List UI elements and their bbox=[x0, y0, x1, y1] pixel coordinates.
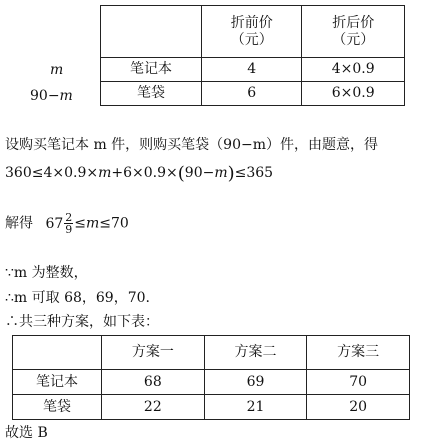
plan-table-row bbox=[13, 370, 410, 395]
inequality-right: ≤365 bbox=[234, 165, 274, 181]
plan-table-row-label: 笔袋 bbox=[13, 395, 102, 420]
fraction-numerator: 2 bbox=[65, 211, 73, 224]
solution-line bbox=[5, 212, 129, 235]
solution-upper: ≤70 bbox=[99, 215, 129, 232]
price-table-corner bbox=[101, 6, 202, 58]
plan-table-cell: 69 bbox=[204, 370, 307, 395]
solution-fraction bbox=[64, 212, 73, 235]
plan-table-cell: 22 bbox=[102, 395, 205, 420]
plan-table-header: 方案三 bbox=[307, 336, 410, 370]
plan-table-row-label: 笔记本 bbox=[13, 370, 102, 395]
plan-table-cell: 68 bbox=[102, 370, 205, 395]
therefore-line-1: ∴m 可取 68，69，70. bbox=[5, 290, 150, 306]
plan-table bbox=[12, 335, 410, 420]
setup-sentence: 设购买笔记本 m 件，则购买笔袋（90−m）件，由题意，得 bbox=[5, 137, 378, 153]
price-table-cell: 4 bbox=[202, 58, 302, 82]
answer-line: 故选 B bbox=[5, 425, 48, 441]
inequality-var: m bbox=[98, 165, 112, 181]
price-table-row bbox=[101, 82, 405, 106]
price-table-header-before: 折前价 （元） bbox=[202, 6, 302, 58]
solution-whole: 67 bbox=[45, 215, 64, 232]
inequality-var: m bbox=[214, 165, 228, 181]
plan-table-cell: 21 bbox=[204, 395, 307, 420]
fraction-denominator: 9 bbox=[65, 223, 73, 236]
price-table bbox=[100, 5, 405, 106]
price-table-row-label: 笔袋 bbox=[101, 82, 202, 106]
solution-leq: ≤ bbox=[74, 215, 87, 232]
plan-table-row bbox=[13, 395, 410, 420]
plan-table-header: 方案一 bbox=[102, 336, 205, 370]
plan-table-header: 方案二 bbox=[204, 336, 307, 370]
price-table-header-after: 折后价 （元） bbox=[302, 6, 405, 58]
inequality-line bbox=[5, 163, 273, 184]
therefore-line-2: ∴共三种方案，如下表： bbox=[5, 314, 159, 330]
inequality-mid: +6×0.9× bbox=[111, 165, 178, 181]
plan-table-cell: 20 bbox=[307, 395, 410, 420]
price-table-cell: 6×0.9 bbox=[302, 82, 405, 106]
inequality-left: 360≤4×0.9× bbox=[5, 165, 99, 181]
solution-var: m bbox=[86, 215, 100, 232]
price-table-row bbox=[101, 58, 405, 82]
price-table-header-row bbox=[101, 6, 405, 58]
plan-table-corner bbox=[13, 336, 102, 370]
because-line: ∵m 为整数， bbox=[5, 265, 88, 281]
inequality-paren-close: ) bbox=[227, 163, 235, 184]
side-label-m: m bbox=[50, 62, 64, 78]
solution-prefix: 解得 bbox=[5, 215, 33, 232]
price-table-cell: 4×0.9 bbox=[302, 58, 405, 82]
price-table-row-label: 笔记本 bbox=[101, 58, 202, 82]
plan-table-header-row bbox=[13, 336, 410, 370]
inequality-paren-open: ( bbox=[177, 163, 185, 184]
side-label-90-m: 90−m bbox=[30, 88, 73, 104]
plan-table-cell: 70 bbox=[307, 370, 410, 395]
inequality-inner: 90− bbox=[184, 165, 215, 181]
price-table-cell: 6 bbox=[202, 82, 302, 106]
